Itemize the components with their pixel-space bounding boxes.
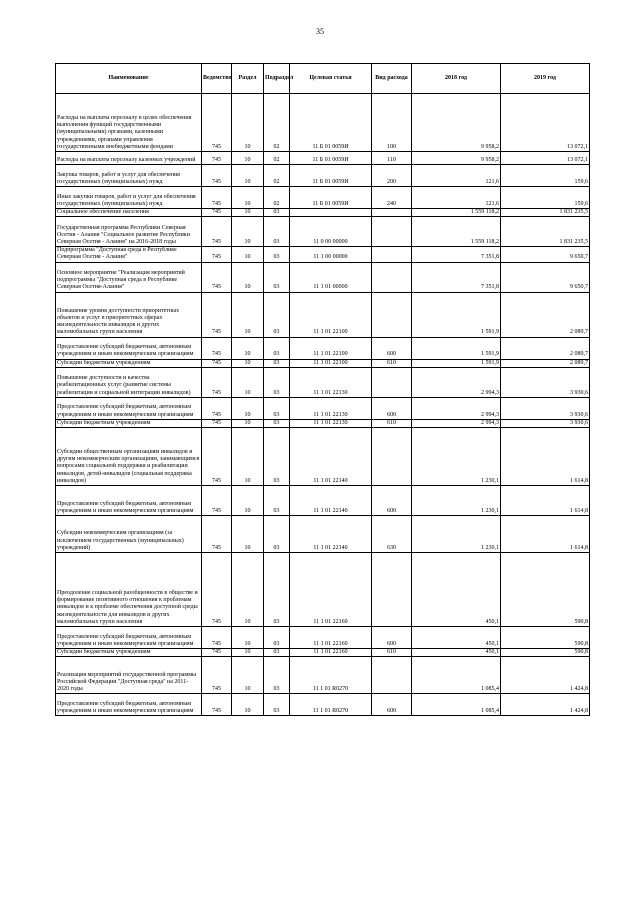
row-name: Повышение доступности и качества реабилитационных услуг (развитие системы реабилитации и социальной интеграции инвалидов)	[56, 367, 202, 397]
row-amount-2018: 7 351,8	[412, 247, 501, 262]
row-name: Предоставление субсидий бюджетным, автономным учреждениям и иным некоммерческим организациям	[56, 486, 202, 516]
row-amount-2019: 590,8	[501, 627, 590, 649]
row-subsection: 03	[264, 694, 290, 716]
row-amount-2018: 1 085,4	[412, 657, 501, 694]
row-section: 10	[232, 292, 264, 337]
table-row	[56, 694, 590, 716]
row-department: 745	[202, 337, 232, 359]
table-header-row	[56, 64, 590, 94]
row-amount-2019: 3 930,6	[501, 419, 590, 427]
row-name: Преодоление социальной разобщенности в обществе и формирование позитивного отношения к проблемам инвалидов и к проблеме обеспечения доступной среды жизнедеятельности для инвалидов и других маломобильных групп населения	[56, 553, 202, 627]
table-row	[56, 516, 590, 553]
row-name: Субсидии общественным организациям инвалидов и другим некоммерческим организациям, занимающимся вопросами социальной поддержки и реабилитации инвалидов, детей-инвалидов (социальная поддержка инвалидов)	[56, 428, 202, 486]
header-target-article: Целевая статья	[290, 64, 372, 94]
row-department: 745	[202, 627, 232, 649]
row-amount-2019: 590,8	[501, 649, 590, 657]
row-section: 10	[232, 397, 264, 419]
row-expense-type: 610	[372, 419, 412, 427]
table-row	[56, 553, 590, 627]
row-department: 745	[202, 397, 232, 419]
row-amount-2019: 13 072,1	[501, 94, 590, 152]
header-year-2019: 2019 год	[501, 64, 590, 94]
row-amount-2019: 1 614,8	[501, 428, 590, 486]
row-section: 10	[232, 94, 264, 152]
row-expense-type	[372, 217, 412, 247]
row-name: Предоставление субсидий бюджетным, автономным учреждениям и иным некоммерческим организациям	[56, 694, 202, 716]
table-row	[56, 94, 590, 152]
row-subsection: 02	[264, 187, 290, 209]
row-subsection: 03	[264, 657, 290, 694]
row-section: 10	[232, 337, 264, 359]
row-amount-2018: 2 994,3	[412, 397, 501, 419]
row-target-article: 11 Б 01 0059И	[290, 165, 372, 187]
row-name: Повышение уровня доступности приоритетных объектов и услуг в приоритетных сферах жизнедеятельности инвалидов и других маломобильных групп населения	[56, 292, 202, 337]
row-department: 745	[202, 209, 232, 217]
row-subsection: 03	[264, 247, 290, 262]
row-amount-2018: 450,1	[412, 649, 501, 657]
row-amount-2018: 2 994,3	[412, 367, 501, 397]
row-subsection: 03	[264, 516, 290, 553]
table-row	[56, 627, 590, 649]
table-row	[56, 187, 590, 209]
row-department: 745	[202, 187, 232, 209]
row-subsection: 03	[264, 428, 290, 486]
row-amount-2019: 2 089,7	[501, 337, 590, 359]
row-amount-2018: 9 958,2	[412, 152, 501, 165]
row-target-article: 11 Б 01 0059И	[290, 187, 372, 209]
row-section: 10	[232, 209, 264, 217]
row-name: Подпрограмма "Доступная среда в Республике Северная Осетия - Алания"	[56, 247, 202, 262]
row-subsection: 03	[264, 292, 290, 337]
row-amount-2019: 1 424,8	[501, 694, 590, 716]
row-target-article: 11 1 01 22160	[290, 553, 372, 627]
row-section: 10	[232, 694, 264, 716]
row-name: Расходы на выплаты персоналу казенных учреждений	[56, 152, 202, 165]
row-amount-2018: 450,1	[412, 627, 501, 649]
row-name: Предоставление субсидий бюджетным, автономным учреждениям и иным некоммерческим организациям	[56, 397, 202, 419]
row-department: 745	[202, 486, 232, 516]
row-amount-2018: 1 230,1	[412, 486, 501, 516]
row-amount-2018: 1 591,9	[412, 292, 501, 337]
row-amount-2019: 159,6	[501, 165, 590, 187]
row-department: 745	[202, 516, 232, 553]
row-expense-type	[372, 247, 412, 262]
row-section: 10	[232, 419, 264, 427]
table-row	[56, 262, 590, 292]
row-expense-type	[372, 292, 412, 337]
row-amount-2019: 1 614,8	[501, 516, 590, 553]
table-row	[56, 217, 590, 247]
row-amount-2019: 13 072,1	[501, 152, 590, 165]
row-target-article: 11 1 01 R0270	[290, 694, 372, 716]
row-target-article: 11 1 01 22100	[290, 337, 372, 359]
table-row	[56, 165, 590, 187]
row-target-article: 11 1 01 22140	[290, 486, 372, 516]
row-department: 745	[202, 247, 232, 262]
row-section: 10	[232, 367, 264, 397]
row-target-article: 11 1 01 22100	[290, 359, 372, 367]
row-amount-2019: 9 650,7	[501, 262, 590, 292]
header-department: Ведомство	[202, 64, 232, 94]
row-name: Предоставление субсидий бюджетным, автономным учреждениям и иным некоммерческим организациям	[56, 627, 202, 649]
row-target-article: 11 1 01 22130	[290, 397, 372, 419]
table-row	[56, 649, 590, 657]
row-subsection: 03	[264, 397, 290, 419]
row-expense-type: 630	[372, 516, 412, 553]
row-target-article: 11 1 01 22160	[290, 627, 372, 649]
row-section: 10	[232, 486, 264, 516]
row-expense-type: 600	[372, 627, 412, 649]
row-section: 10	[232, 217, 264, 247]
row-expense-type	[372, 553, 412, 627]
header-name: Наименование	[56, 64, 202, 94]
row-subsection: 03	[264, 367, 290, 397]
row-expense-type: 600	[372, 486, 412, 516]
row-name: Субсидии бюджетным учреждениям	[56, 359, 202, 367]
row-amount-2018: 1 085,4	[412, 694, 501, 716]
row-amount-2018: 1 591,9	[412, 359, 501, 367]
row-expense-type: 600	[372, 397, 412, 419]
row-amount-2019: 1 424,8	[501, 657, 590, 694]
row-subsection: 03	[264, 419, 290, 427]
row-amount-2019: 3 930,6	[501, 367, 590, 397]
row-department: 745	[202, 217, 232, 247]
row-subsection: 03	[264, 359, 290, 367]
row-department: 745	[202, 262, 232, 292]
row-amount-2018: 1 559 118,2	[412, 217, 501, 247]
row-expense-type: 240	[372, 187, 412, 209]
row-amount-2018: 1 230,1	[412, 428, 501, 486]
page-number: 35	[316, 27, 324, 36]
row-section: 10	[232, 627, 264, 649]
row-section: 10	[232, 516, 264, 553]
row-expense-type	[372, 367, 412, 397]
row-target-article	[290, 209, 372, 217]
row-subsection: 02	[264, 94, 290, 152]
row-department: 745	[202, 152, 232, 165]
row-amount-2019: 3 930,6	[501, 397, 590, 419]
row-target-article: 11 1 01 22140	[290, 516, 372, 553]
row-target-article: 11 1 01 22140	[290, 428, 372, 486]
row-amount-2018: 121,6	[412, 165, 501, 187]
header-subsection: Подраздел	[264, 64, 290, 94]
row-expense-type: 600	[372, 337, 412, 359]
row-department: 745	[202, 419, 232, 427]
row-amount-2018: 7 351,8	[412, 262, 501, 292]
row-name: Закупка товаров, работ и услуг для обеспечения государственных (муниципальных) нужд	[56, 165, 202, 187]
row-name: Субсидии некоммерческим организациям (за исключением государственных (муниципальных) учреждений)	[56, 516, 202, 553]
row-expense-type: 200	[372, 165, 412, 187]
row-section: 10	[232, 152, 264, 165]
row-subsection: 02	[264, 165, 290, 187]
row-name: Иные закупки товаров, работ и услуг для обеспечения государственных (муниципальных) нужд	[56, 187, 202, 209]
table-row	[56, 657, 590, 694]
row-amount-2018: 1 591,9	[412, 337, 501, 359]
row-name: Субсидии бюджетным учреждениям	[56, 419, 202, 427]
row-department: 745	[202, 94, 232, 152]
row-department: 745	[202, 367, 232, 397]
row-amount-2018: 9 958,2	[412, 94, 501, 152]
row-subsection: 03	[264, 217, 290, 247]
row-subsection: 03	[264, 486, 290, 516]
row-section: 10	[232, 649, 264, 657]
table-row	[56, 359, 590, 367]
row-department: 745	[202, 694, 232, 716]
table-row	[56, 209, 590, 217]
row-department: 745	[202, 292, 232, 337]
row-expense-type: 110	[372, 152, 412, 165]
table-row	[56, 397, 590, 419]
table-row	[56, 152, 590, 165]
row-subsection: 03	[264, 262, 290, 292]
table-body	[56, 94, 590, 716]
row-target-article: 11 1 00 00000	[290, 247, 372, 262]
row-subsection: 02	[264, 152, 290, 165]
row-amount-2019: 590,8	[501, 553, 590, 627]
row-amount-2019: 1 831 235,5	[501, 209, 590, 217]
row-department: 745	[202, 165, 232, 187]
table-row	[56, 337, 590, 359]
header-section: Раздел	[232, 64, 264, 94]
budget-table	[55, 63, 590, 716]
table-row	[56, 247, 590, 262]
row-name: Расходы на выплаты персоналу в целях обеспечения выполнения функций государственными (муниципальными) органами, казенными учреждениями, органами управления государственными внебюджетными фондами	[56, 94, 202, 152]
row-amount-2018: 2 994,3	[412, 419, 501, 427]
table-row	[56, 419, 590, 427]
row-expense-type: 600	[372, 694, 412, 716]
row-expense-type: 610	[372, 359, 412, 367]
row-department: 745	[202, 657, 232, 694]
row-section: 10	[232, 428, 264, 486]
row-expense-type	[372, 209, 412, 217]
row-target-article: 11 1 01 00000	[290, 262, 372, 292]
row-expense-type	[372, 428, 412, 486]
row-department: 745	[202, 649, 232, 657]
row-subsection: 03	[264, 553, 290, 627]
row-target-article: 11 1 01 22130	[290, 419, 372, 427]
row-amount-2018: 1 559 118,2	[412, 209, 501, 217]
row-amount-2019: 2 089,7	[501, 292, 590, 337]
row-section: 10	[232, 262, 264, 292]
table-row	[56, 486, 590, 516]
row-expense-type: 100	[372, 94, 412, 152]
row-amount-2019: 1 831 235,5	[501, 217, 590, 247]
row-target-article: 11 Б 01 0059И	[290, 152, 372, 165]
row-section: 10	[232, 657, 264, 694]
row-target-article: 11 0 00 00000	[290, 217, 372, 247]
row-expense-type	[372, 262, 412, 292]
row-name: Субсидии бюджетным учреждениям	[56, 649, 202, 657]
row-amount-2019: 159,6	[501, 187, 590, 209]
row-department: 745	[202, 553, 232, 627]
row-subsection: 03	[264, 627, 290, 649]
row-subsection: 03	[264, 337, 290, 359]
table-row	[56, 428, 590, 486]
row-amount-2019: 2 089,7	[501, 359, 590, 367]
row-section: 10	[232, 165, 264, 187]
table-row	[56, 292, 590, 337]
table-row	[56, 367, 590, 397]
row-target-article: 11 Б 01 0059И	[290, 94, 372, 152]
row-amount-2019: 9 650,7	[501, 247, 590, 262]
row-department: 745	[202, 359, 232, 367]
row-expense-type: 610	[372, 649, 412, 657]
row-amount-2019: 1 614,8	[501, 486, 590, 516]
row-name: Предоставление субсидий бюджетным, автономным учреждениям и иным некоммерческим организациям	[56, 337, 202, 359]
row-subsection: 03	[264, 649, 290, 657]
row-name: Государственная программа Республики Северная Осетия - Алания "Социальное развитие Республики Северная Осетия - Алания" на 2016-2018 годы	[56, 217, 202, 247]
row-target-article: 11 1 01 22130	[290, 367, 372, 397]
row-target-article: 11 1 01 R0270	[290, 657, 372, 694]
header-year-2018: 2018 год	[412, 64, 501, 94]
row-section: 10	[232, 553, 264, 627]
row-section: 10	[232, 247, 264, 262]
row-target-article: 11 1 01 22160	[290, 649, 372, 657]
row-department: 745	[202, 428, 232, 486]
row-target-article: 11 1 01 22100	[290, 292, 372, 337]
row-name: Основное мероприятие "Реализация мероприятий подпрограммы "Доступная среда в Республике Северная Осетия-Алания"	[56, 262, 202, 292]
row-name: Реализация мероприятий государственной программы Российской Федерации "Доступная среда" на 2011-2020 годы	[56, 657, 202, 694]
row-name: Социальное обеспечение населения	[56, 209, 202, 217]
row-subsection: 03	[264, 209, 290, 217]
row-amount-2018: 121,6	[412, 187, 501, 209]
header-expense-type: Вид расхода	[372, 64, 412, 94]
row-amount-2018: 1 230,1	[412, 516, 501, 553]
row-amount-2018: 450,1	[412, 553, 501, 627]
row-section: 10	[232, 359, 264, 367]
row-expense-type	[372, 657, 412, 694]
row-section: 10	[232, 187, 264, 209]
